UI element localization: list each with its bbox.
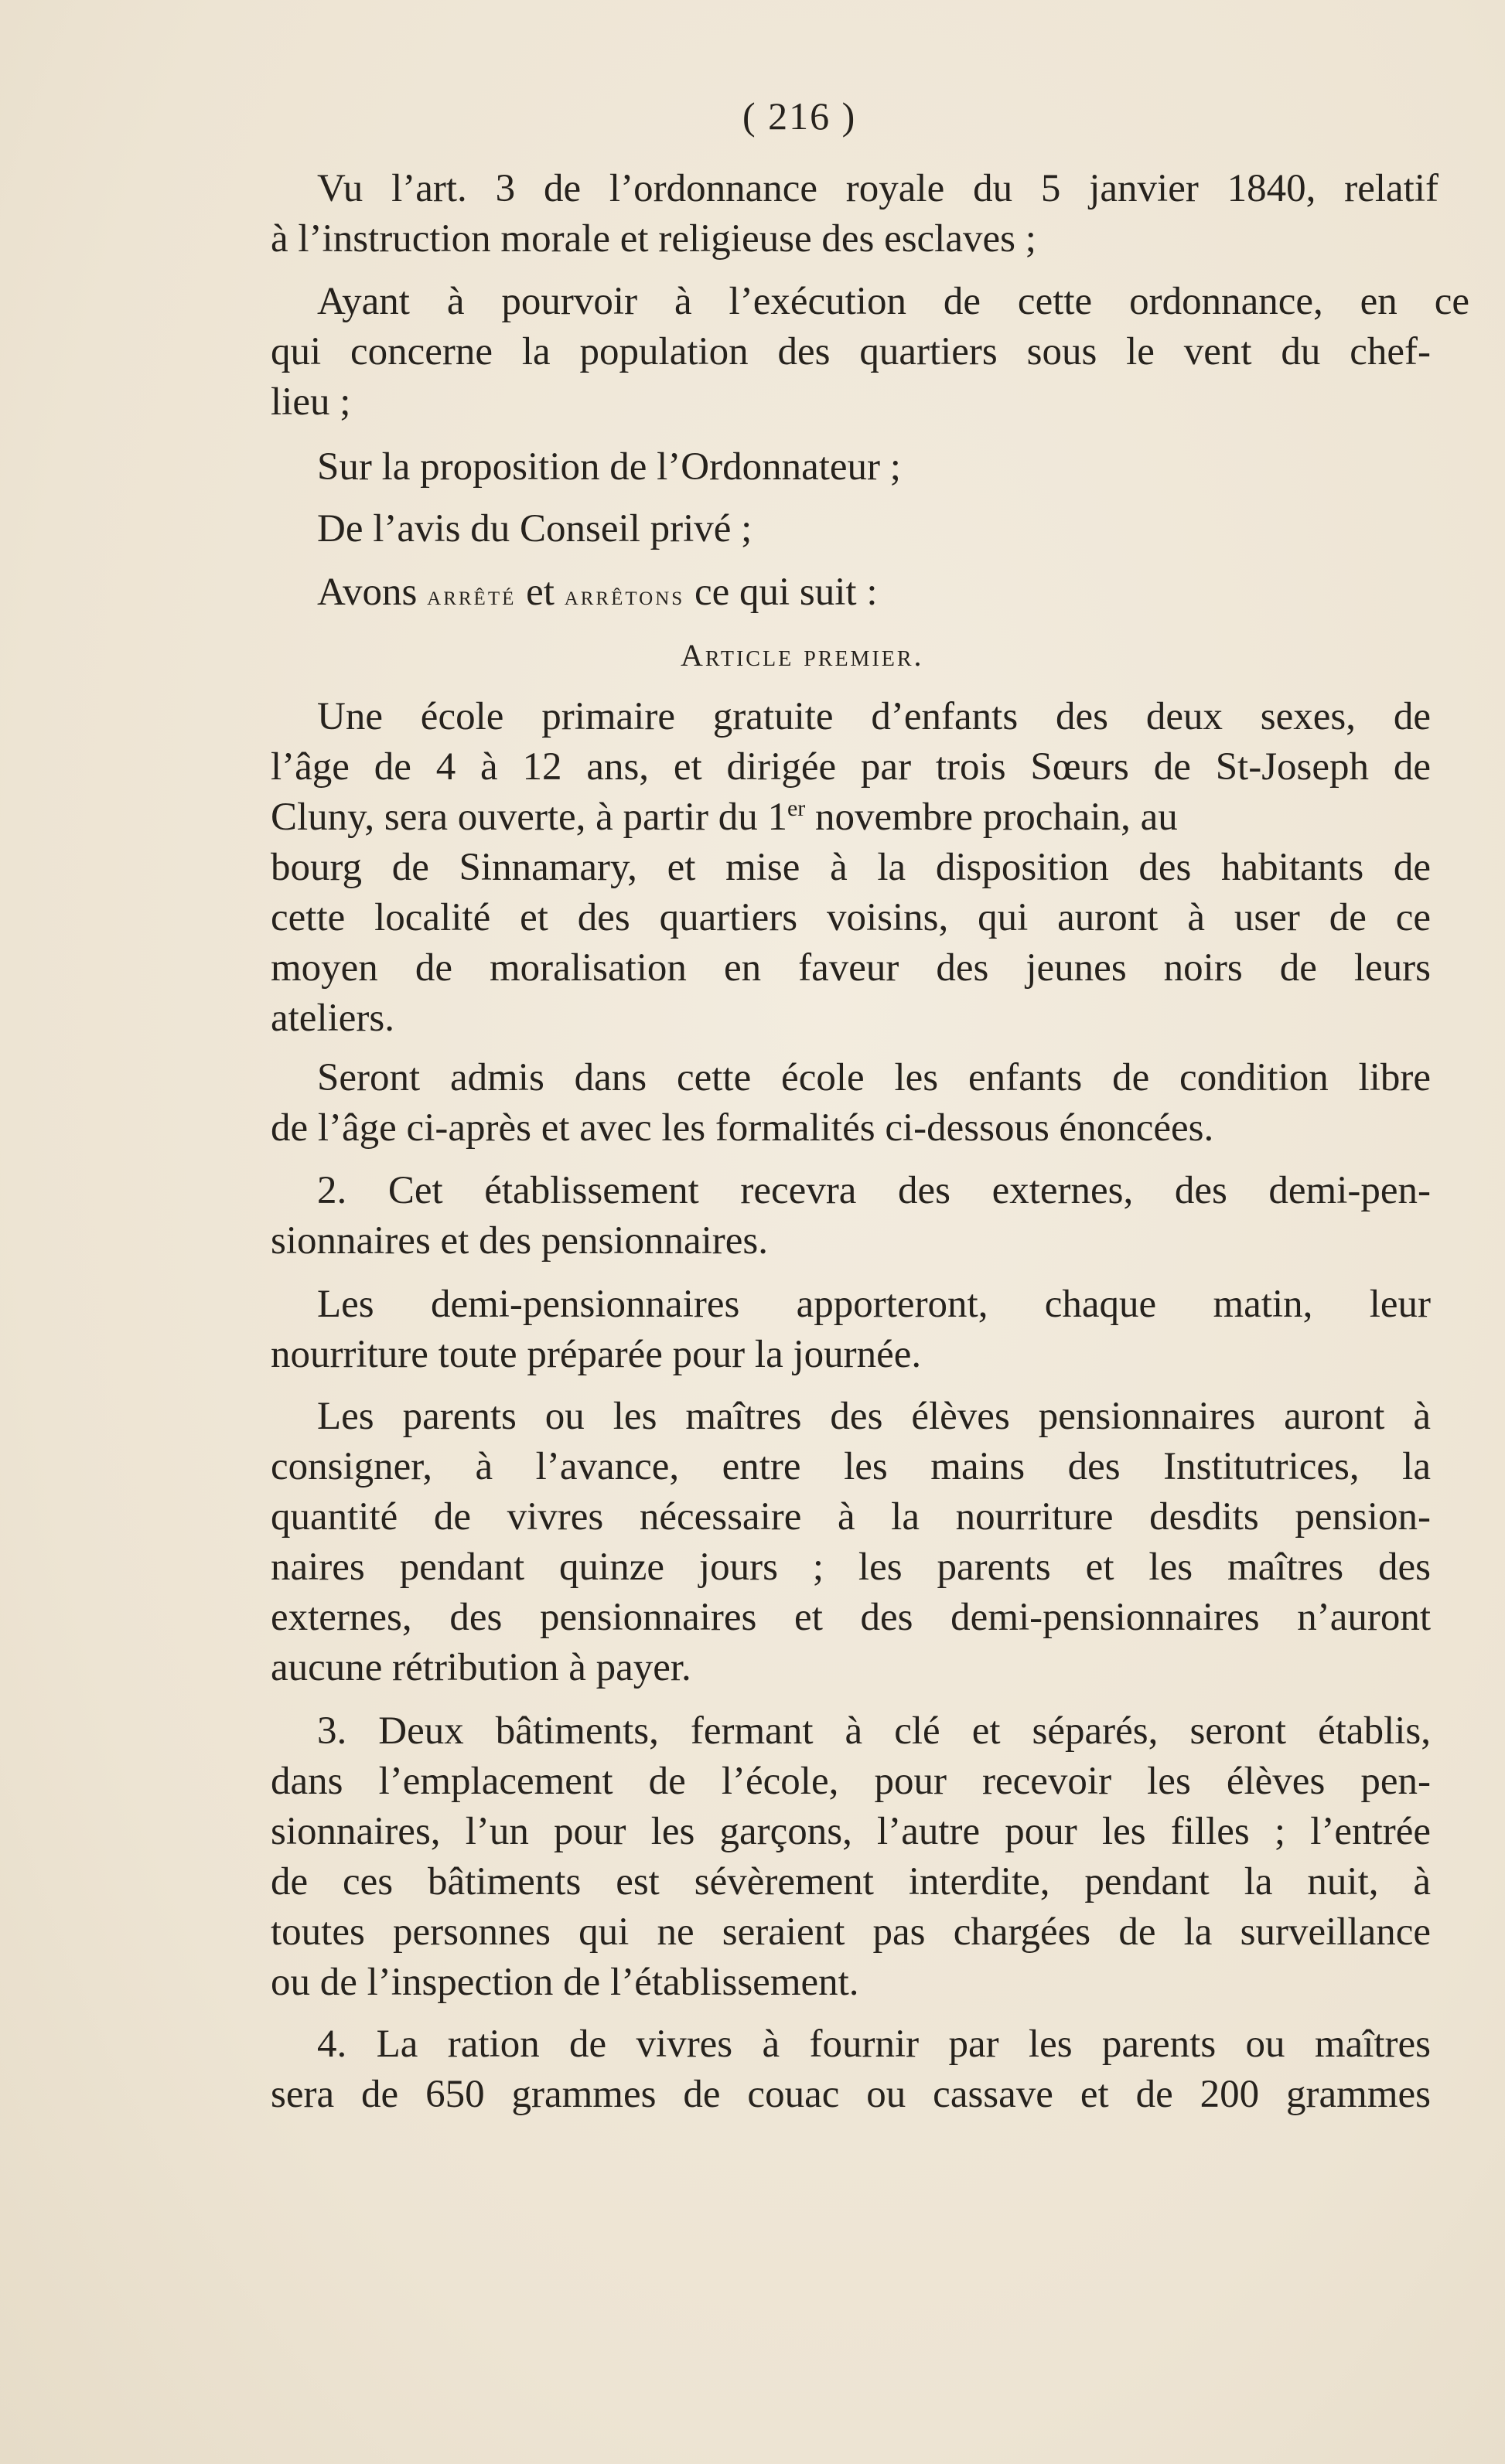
- text-line: sionnaires et des pensionnaires.: [271, 1219, 769, 1263]
- text-line: consigner, à l’avance, entre les mains des Institutrices, la: [271, 1445, 1431, 1488]
- text-line: Les demi-pensionnaires apporteront, chaque matin, leur: [317, 1283, 1431, 1326]
- text-line: Vu l’art. 3 de l’ordonnance royale du 5 janvier 1840, relatif: [317, 167, 1438, 210]
- et-word: et: [526, 571, 555, 614]
- text-line: de l’âge ci-après et avec les formalités ci-dessous énoncées.: [271, 1106, 1214, 1150]
- text-line: toutes personnes qui ne seraient pas chargées de la surveillance: [271, 1910, 1431, 1954]
- text-line: Ayant à pourvoir à l’exécution de cette ordonnance, en ce: [317, 280, 1469, 323]
- text-line: qui concerne la population des quartiers sous le vent du chef-: [271, 330, 1431, 373]
- text-line: De l’avis du Conseil privé ;: [317, 507, 752, 550]
- text-fragment: novembre prochain, au: [805, 796, 1178, 839]
- text-line: de ces bâtiments est sévèrement interdite, pendant la nuit, à: [271, 1860, 1431, 1903]
- enactment-tail: ce qui suit :: [694, 571, 878, 614]
- text-line: à l’instruction morale et religieuse des esclaves ;: [271, 217, 1036, 261]
- text-line: moyen de moralisation en faveur des jeunes noirs de leurs: [271, 946, 1431, 990]
- text-line: Les parents ou les maîtres des élèves pensionnaires auront à: [317, 1395, 1431, 1438]
- text-line: Une école primaire gratuite d’enfants des deux sexes, de: [317, 695, 1431, 738]
- avons-word: Avons: [317, 571, 418, 614]
- text-line: sionnaires, l’un pour les garçons, l’autre pour les filles ; l’entrée: [271, 1810, 1431, 1853]
- text-line: Sur la proposition de l’Ordonnateur ;: [317, 445, 901, 489]
- arrete-word: arrêté: [427, 580, 517, 611]
- text-line: dans l’emplacement de l’école, pour recevoir les élèves pen-: [271, 1760, 1431, 1803]
- text-line: 2. Cet établissement recevra des externes, des demi-pen-: [317, 1169, 1431, 1212]
- text-line: 4. La ration de vivres à fournir par les parents ou maîtres: [317, 2023, 1431, 2066]
- text-line: externes, des pensionnaires et des demi-pensionnaires n’auront: [271, 1596, 1431, 1639]
- text-fragment: Cluny, sera ouverte, à partir du 1: [271, 796, 787, 839]
- text-line: sera de 650 grammes de couac ou cassave et de 200 grammes: [271, 2073, 1431, 2116]
- enactment-line: [317, 567, 878, 617]
- arretons-word: arrêtons: [564, 580, 685, 611]
- text-line: lieu ;: [271, 380, 351, 424]
- page-number: ( 216 ): [742, 94, 857, 138]
- text-line: cette localité et des quartiers voisins, qui auront à user de ce: [271, 896, 1431, 939]
- text-line: aucune rétribution à payer.: [271, 1646, 691, 1689]
- text-line: l’âge de 4 à 12 ans, et dirigée par trois Sœurs de St-Joseph de: [271, 745, 1431, 789]
- text-line: ou de l’inspection de l’établissement.: [271, 1961, 859, 2004]
- text-line: nourriture toute préparée pour la journée.: [271, 1333, 922, 1376]
- superscript: er: [787, 796, 806, 821]
- text-line: [271, 792, 1431, 842]
- text-line: quantité de vivres nécessaire à la nourriture desdits pension-: [271, 1495, 1431, 1539]
- article-heading: Article premier.: [681, 638, 924, 673]
- text-line: ateliers.: [271, 997, 394, 1040]
- text-line: Seront admis dans cette école les enfants de condition libre: [317, 1056, 1431, 1099]
- text-line: bourg de Sinnamary, et mise à la disposition des habitants de: [271, 846, 1431, 889]
- text-line: 3. Deux bâtiments, fermant à clé et séparés, seront établis,: [317, 1709, 1431, 1753]
- text-line: naires pendant quinze jours ; les parents et les maîtres des: [271, 1546, 1431, 1589]
